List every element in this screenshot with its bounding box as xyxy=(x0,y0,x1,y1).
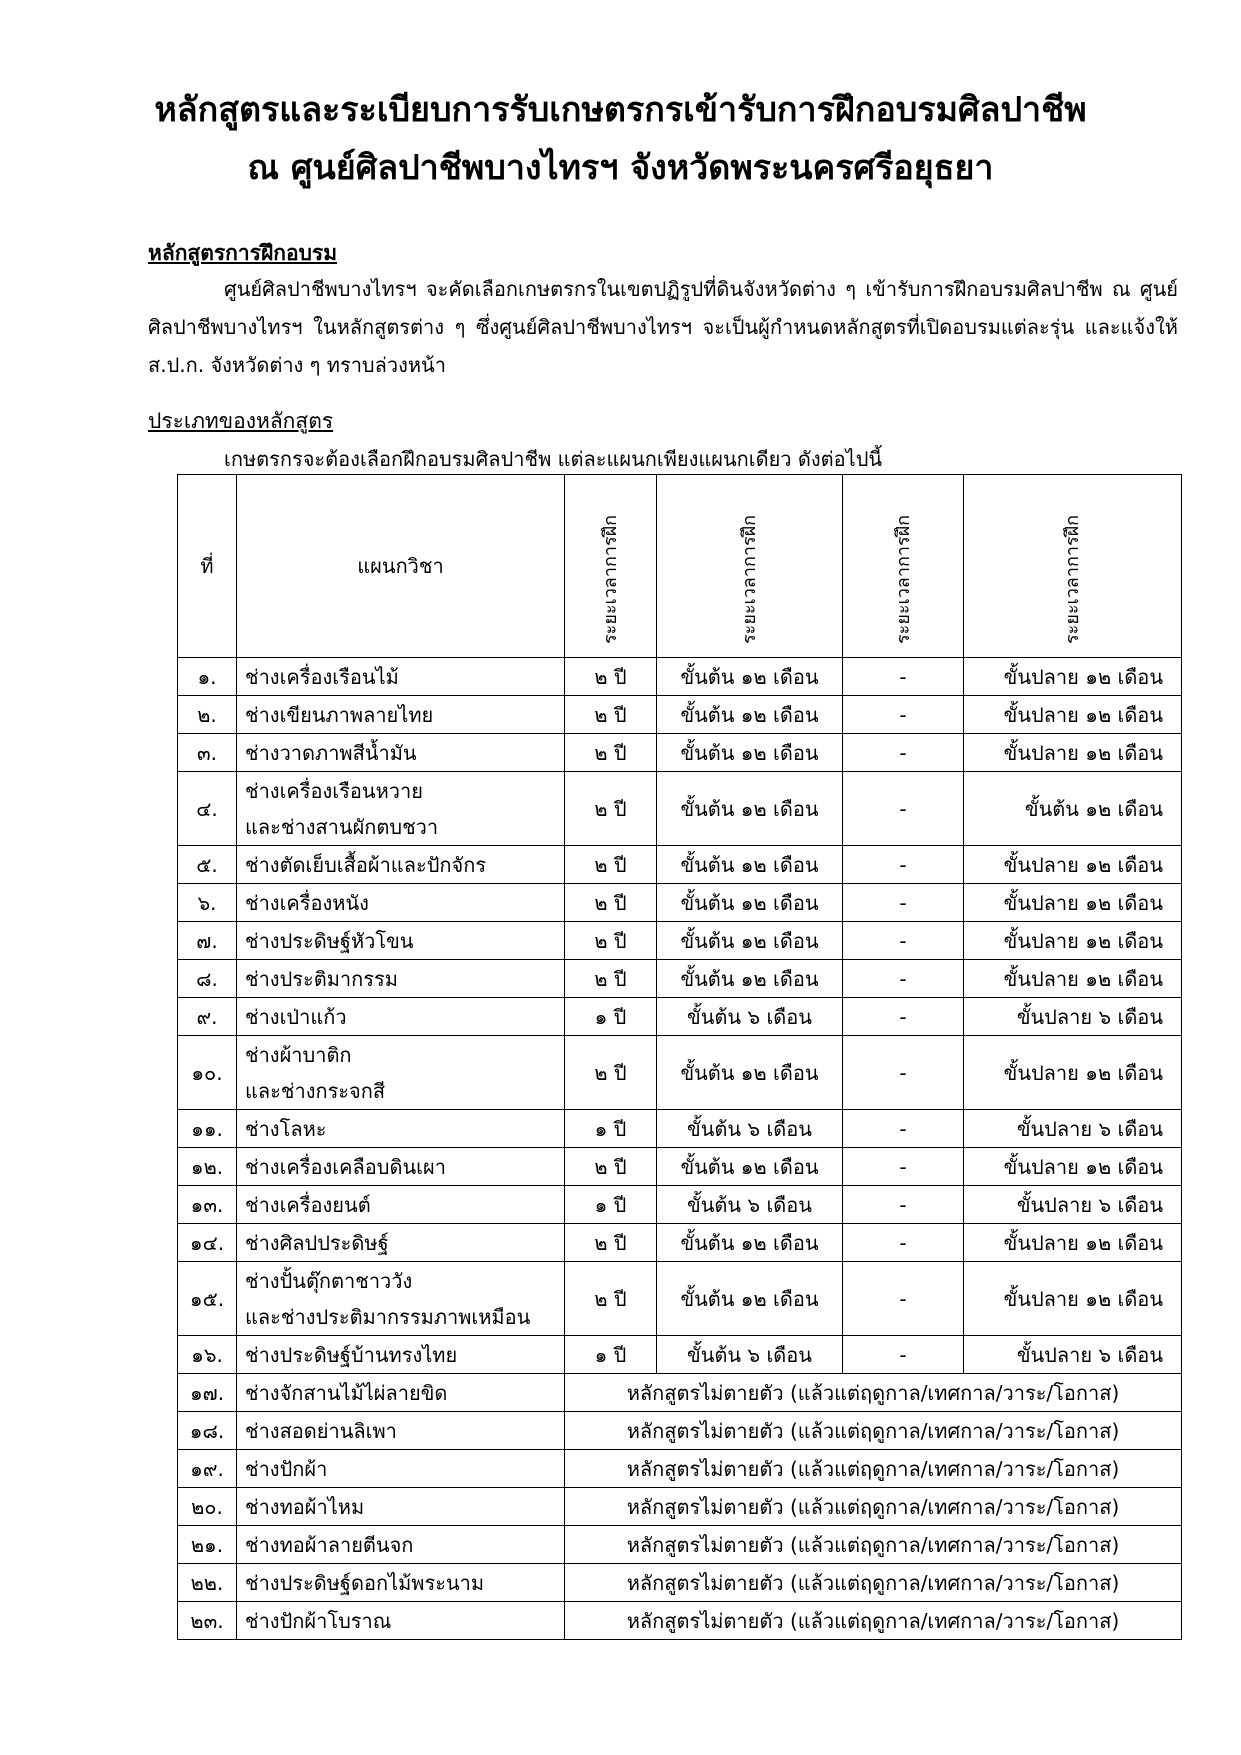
courses-table xyxy=(177,474,1182,1640)
subject-cell: ช่างทอผ้าลายตีนจก xyxy=(237,1526,565,1564)
table-row xyxy=(178,1602,1182,1640)
duration-cell: ๒ ปี xyxy=(565,772,657,846)
row-number: ๑๖. xyxy=(178,1336,237,1374)
middle-stage-cell: - xyxy=(843,1186,964,1224)
table-row xyxy=(178,734,1182,772)
late-stage-cell: ขั้นปลาย ๑๒ เดือน xyxy=(964,960,1182,998)
subject-cell: ช่างโลหะ xyxy=(237,1110,565,1148)
row-number: ๒๒. xyxy=(178,1564,237,1602)
table-row xyxy=(178,1110,1182,1148)
late-stage-cell: ขั้นปลาย ๑๒ เดือน xyxy=(964,734,1182,772)
middle-stage-cell: - xyxy=(843,696,964,734)
flexible-course-note: หลักสูตรไม่ตายตัว (แล้วแต่ฤดูกาล/เทศกาล/วาระ/โอกาส) xyxy=(565,1526,1182,1564)
row-number: ๑๘. xyxy=(178,1412,237,1450)
duration-cell: ๒ ปี xyxy=(565,1224,657,1262)
late-stage-cell: ขั้นปลาย ๑๒ เดือน xyxy=(964,1224,1182,1262)
late-stage-cell: ขั้นปลาย ๖ เดือน xyxy=(964,1110,1182,1148)
duration-cell: ๒ ปี xyxy=(565,1148,657,1186)
early-stage-cell: ขั้นต้น ๖ เดือน xyxy=(657,1336,843,1374)
early-stage-cell: ขั้นต้น ๑๒ เดือน xyxy=(657,884,843,922)
subject-cell: ช่างปักผ้าโบราณ xyxy=(237,1602,565,1640)
flexible-course-note: หลักสูตรไม่ตายตัว (แล้วแต่ฤดูกาล/เทศกาล/วาระ/โอกาส) xyxy=(565,1488,1182,1526)
table-row xyxy=(178,1262,1182,1336)
table-row xyxy=(178,772,1182,846)
row-number: ๒๑. xyxy=(178,1526,237,1564)
subject-line: ช่างเครื่องเรือนหวาย xyxy=(245,778,423,803)
table-row xyxy=(178,1148,1182,1186)
subject-cell: ช่างจักสานไม้ไผ่ลายขิด xyxy=(237,1374,565,1412)
middle-stage-cell: - xyxy=(843,1336,964,1374)
table-header-row xyxy=(178,475,1182,658)
table-row xyxy=(178,1450,1182,1488)
subject-cell: ช่างศิลปประดิษฐ์ xyxy=(237,1224,565,1262)
early-stage-cell: ขั้นต้น ๑๒ เดือน xyxy=(657,658,843,696)
header-early-stage: ระยะเวลาการฝึก xyxy=(657,475,843,658)
table-row xyxy=(178,1224,1182,1262)
row-number: ๓. xyxy=(178,734,237,772)
late-stage-cell: ขั้นปลาย ๑๒ เดือน xyxy=(964,658,1182,696)
document-title-line2: ณ ศูนย์ศิลปาชีพบางไทรฯ จังหวัดพระนครศรีอยุธยา xyxy=(247,148,994,188)
table-row xyxy=(178,922,1182,960)
early-stage-cell: ขั้นต้น ๖ เดือน xyxy=(657,998,843,1036)
row-number: ๘. xyxy=(178,960,237,998)
subject-cell: ช่างสอดย่านลิเพา xyxy=(237,1412,565,1450)
late-stage-cell: ขั้นปลาย ๖ เดือน xyxy=(964,1186,1182,1224)
subject-cell: ช่างตัดเย็บเสื้อผ้าและปักจักร xyxy=(237,846,565,884)
duration-cell: ๒ ปี xyxy=(565,1262,657,1336)
middle-stage-cell: - xyxy=(843,772,964,846)
middle-stage-cell: - xyxy=(843,1110,964,1148)
middle-stage-cell: - xyxy=(843,922,964,960)
row-number: ๑. xyxy=(178,658,237,696)
early-stage-cell: ขั้นต้น ๑๒ เดือน xyxy=(657,772,843,846)
table-row xyxy=(178,1036,1182,1110)
duration-cell: ๑ ปี xyxy=(565,1186,657,1224)
flexible-course-note: หลักสูตรไม่ตายตัว (แล้วแต่ฤดูกาล/เทศกาล/วาระ/โอกาส) xyxy=(565,1564,1182,1602)
duration-cell: ๑ ปี xyxy=(565,1110,657,1148)
table-row xyxy=(178,658,1182,696)
subject-cell: ช่างประติมากรรม xyxy=(237,960,565,998)
duration-cell: ๒ ปี xyxy=(565,1036,657,1110)
early-stage-cell: ขั้นต้น ๖ เดือน xyxy=(657,1110,843,1148)
early-stage-cell: ขั้นต้น ๑๒ เดือน xyxy=(657,846,843,884)
table-row xyxy=(178,1374,1182,1412)
subject-cell: ช่างประดิษฐ์ดอกไม้พระนาม xyxy=(237,1564,565,1602)
subject-cell xyxy=(237,1262,565,1336)
middle-stage-cell: - xyxy=(843,1224,964,1262)
late-stage-cell: ขั้นปลาย ๑๒ เดือน xyxy=(964,884,1182,922)
middle-stage-cell: - xyxy=(843,1148,964,1186)
table-row xyxy=(178,1564,1182,1602)
row-number: ๗. xyxy=(178,922,237,960)
early-stage-cell: ขั้นต้น ๑๒ เดือน xyxy=(657,922,843,960)
early-stage-cell: ขั้นต้น ๑๒ เดือน xyxy=(657,1036,843,1110)
subject-line: ช่างปั้นตุ๊กตาชาววัง xyxy=(245,1268,413,1293)
early-stage-cell: ขั้นต้น ๑๒ เดือน xyxy=(657,1262,843,1336)
early-stage-cell: ขั้นต้น ๑๒ เดือน xyxy=(657,696,843,734)
table-row xyxy=(178,960,1182,998)
table-row xyxy=(178,1488,1182,1526)
row-number: ๒๐. xyxy=(178,1488,237,1526)
early-stage-cell: ขั้นต้น ๑๒ เดือน xyxy=(657,734,843,772)
section-heading-course-types: ประเภทของหลักสูตร xyxy=(148,409,334,433)
subject-line: ช่างผ้าบาติก xyxy=(245,1042,352,1067)
duration-cell: ๒ ปี xyxy=(565,734,657,772)
row-number: ๑๓. xyxy=(178,1186,237,1224)
duration-cell: ๒ ปี xyxy=(565,696,657,734)
flexible-course-note: หลักสูตรไม่ตายตัว (แล้วแต่ฤดูกาล/เทศกาล/วาระ/โอกาส) xyxy=(565,1602,1182,1640)
duration-cell: ๑ ปี xyxy=(565,998,657,1036)
header-duration: ระยะเวลาการฝึก xyxy=(565,475,657,658)
late-stage-cell: ขั้นปลาย ๑๒ เดือน xyxy=(964,846,1182,884)
table-row xyxy=(178,1526,1182,1564)
late-stage-cell: ขั้นปลาย ๑๒ เดือน xyxy=(964,922,1182,960)
flexible-course-note: หลักสูตรไม่ตายตัว (แล้วแต่ฤดูกาล/เทศกาล/วาระ/โอกาส) xyxy=(565,1450,1182,1488)
document-title-line1: หลักสูตรและระเบียบการรับเกษตรกรเข้ารับการฝึกอบรมศิลปาชีพ xyxy=(154,90,1087,130)
header-subject: แผนกวิชา xyxy=(237,475,565,658)
flexible-course-note: หลักสูตรไม่ตายตัว (แล้วแต่ฤดูกาล/เทศกาล/วาระ/โอกาส) xyxy=(565,1374,1182,1412)
early-stage-cell: ขั้นต้น ๑๒ เดือน xyxy=(657,1148,843,1186)
middle-stage-cell: - xyxy=(843,884,964,922)
early-stage-cell: ขั้นต้น ๑๒ เดือน xyxy=(657,960,843,998)
duration-cell: ๒ ปี xyxy=(565,658,657,696)
table-row xyxy=(178,1186,1182,1224)
table-row xyxy=(178,1412,1182,1450)
curriculum-paragraph: ศูนย์ศิลปาชีพบางไทรฯ จะคัดเลือกเกษตรกรในเขตปฏิรูปที่ดินจังหวัดต่าง ๆ เข้ารับการฝึกอบรมศิลปาชีพ ณ ศูนย์ศิลปาชีพบางไทรฯ ในหลักสูตรต่าง ๆ ซึ่งศูนย์ศิลปาชีพบางไทรฯ จะเป็นผู้กำหนดหลักสูตรที่เปิดอบรมแต่ละรุ่น และแจ้งให้ ส.ป.ก. จังหวัดต่าง ๆ ทราบล่วงหน้า xyxy=(148,277,1178,377)
duration-cell: ๒ ปี xyxy=(565,846,657,884)
subject-cell: ช่างเครื่องเคลือบดินเผา xyxy=(237,1148,565,1186)
late-stage-cell: ขั้นปลาย ๑๒ เดือน xyxy=(964,1262,1182,1336)
table-row xyxy=(178,998,1182,1036)
header-late-stage: ระยะเวลาการฝึก xyxy=(964,475,1182,658)
middle-stage-cell: - xyxy=(843,846,964,884)
table-row xyxy=(178,696,1182,734)
section-heading-curriculum: หลักสูตรการฝึกอบรม xyxy=(148,241,338,265)
subject-line: และช่างกระจกสี xyxy=(245,1078,386,1103)
row-number: ๑๙. xyxy=(178,1450,237,1488)
row-number: ๑๒. xyxy=(178,1148,237,1186)
subject-cell: ช่างประดิษฐ์บ้านทรงไทย xyxy=(237,1336,565,1374)
late-stage-cell: ขั้นปลาย ๖ เดือน xyxy=(964,1336,1182,1374)
subject-line: และช่างสานผักตบชวา xyxy=(245,814,439,839)
subject-cell: ช่างเครื่องยนต์ xyxy=(237,1186,565,1224)
row-number: ๑๑. xyxy=(178,1110,237,1148)
subject-cell: ช่างปักผ้า xyxy=(237,1450,565,1488)
table-row xyxy=(178,846,1182,884)
row-number: ๒. xyxy=(178,696,237,734)
early-stage-cell: ขั้นต้น ๖ เดือน xyxy=(657,1186,843,1224)
header-middle-stage: ระยะเวลาการฝึก xyxy=(843,475,964,658)
duration-cell: ๑ ปี xyxy=(565,1336,657,1374)
duration-cell: ๒ ปี xyxy=(565,922,657,960)
duration-cell: ๒ ปี xyxy=(565,884,657,922)
flexible-course-note: หลักสูตรไม่ตายตัว (แล้วแต่ฤดูกาล/เทศกาล/วาระ/โอกาส) xyxy=(565,1412,1182,1450)
late-stage-cell: ขั้นปลาย ๑๒ เดือน xyxy=(964,1036,1182,1110)
late-stage-cell: ขั้นปลาย ๑๒ เดือน xyxy=(964,1148,1182,1186)
middle-stage-cell: - xyxy=(843,1262,964,1336)
early-stage-cell: ขั้นต้น ๑๒ เดือน xyxy=(657,1224,843,1262)
late-stage-cell: ขั้นต้น ๑๒ เดือน xyxy=(964,772,1182,846)
subject-cell: ช่างวาดภาพสีน้ำมัน xyxy=(237,734,565,772)
middle-stage-cell: - xyxy=(843,998,964,1036)
subject-cell: ช่างเครื่องเรือนไม้ xyxy=(237,658,565,696)
late-stage-cell: ขั้นปลาย ๑๒ เดือน xyxy=(964,696,1182,734)
middle-stage-cell: - xyxy=(843,1036,964,1110)
row-number: ๑๕. xyxy=(178,1262,237,1336)
header-no: ที่ xyxy=(178,475,237,658)
table-row xyxy=(178,1336,1182,1374)
subject-cell: ช่างประดิษฐ์หัวโขน xyxy=(237,922,565,960)
duration-cell: ๒ ปี xyxy=(565,960,657,998)
subject-line: และช่างประติมากรรมภาพเหมือน xyxy=(245,1304,531,1329)
middle-stage-cell: - xyxy=(843,960,964,998)
course-types-intro: เกษตรกรจะต้องเลือกฝึกอบรมศิลปาชีพ แต่ละแผนกเพียงแผนกเดียว ดังต่อไปนี้ xyxy=(224,447,883,471)
row-number: ๒๓. xyxy=(178,1602,237,1640)
subject-cell: ช่างเครื่องหนัง xyxy=(237,884,565,922)
row-number: ๕. xyxy=(178,846,237,884)
subject-cell: ช่างเขียนภาพลายไทย xyxy=(237,696,565,734)
row-number: ๔. xyxy=(178,772,237,846)
late-stage-cell: ขั้นปลาย ๖ เดือน xyxy=(964,998,1182,1036)
subject-cell xyxy=(237,772,565,846)
table-row xyxy=(178,884,1182,922)
subject-cell xyxy=(237,1036,565,1110)
row-number: ๑๔. xyxy=(178,1224,237,1262)
row-number: ๑๗. xyxy=(178,1374,237,1412)
subject-cell: ช่างทอผ้าไหม xyxy=(237,1488,565,1526)
subject-cell: ช่างเป่าแก้ว xyxy=(237,998,565,1036)
row-number: ๙. xyxy=(178,998,237,1036)
middle-stage-cell: - xyxy=(843,734,964,772)
middle-stage-cell: - xyxy=(843,658,964,696)
row-number: ๖. xyxy=(178,884,237,922)
row-number: ๑๐. xyxy=(178,1036,237,1110)
